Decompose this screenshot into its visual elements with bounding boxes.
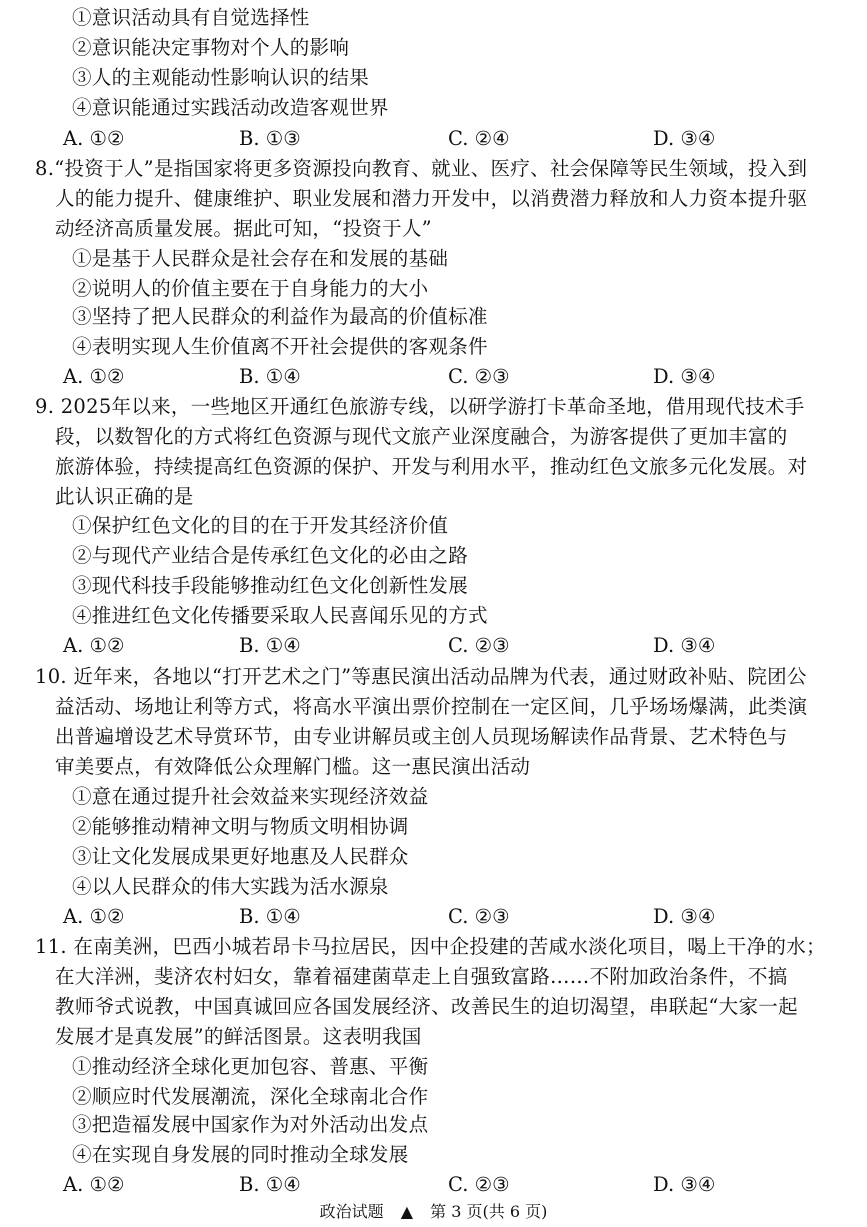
- choice-a[interactable]: A. ①②: [63, 634, 125, 657]
- choice-b[interactable]: B. ①④: [239, 634, 301, 657]
- q9-stem-line-4: 此认识正确的是: [55, 485, 194, 508]
- q10-option-4: ④以人民群众的伟大实践为活水源泉: [72, 875, 389, 898]
- choice-b[interactable]: B. ①③: [239, 127, 301, 150]
- choice-c[interactable]: C. ②③: [448, 634, 510, 657]
- q8-option-4: ④表明实现人生价值离不开社会提供的客观条件: [72, 335, 488, 358]
- q8-option-3: ③坚持了把人民群众的利益作为最高的价值标准: [72, 305, 488, 328]
- q10-stem-line-2: 益活动、场地让利等方式，将高水平演出票价控制在一定区间，几乎场场爆满，此类演: [55, 695, 808, 718]
- choice-b[interactable]: B. ①④: [239, 1173, 301, 1196]
- page-footer: [0, 1201, 867, 1223]
- choice-c[interactable]: C. ②③: [448, 1173, 510, 1196]
- q11-stem-line-3: 教师爷式说教，中国真诚回应各国发展经济、改善民生的迫切渴望，串联起“大家一起: [55, 995, 798, 1018]
- q10-option-3: ③让文化发展成果更好地惠及人民群众: [72, 845, 409, 868]
- q8-stem-line-1: 8.“投资于人”是指国家将更多资源投向教育、就业、医疗、社会保障等民生领域，投入到: [35, 157, 808, 180]
- q9-stem-line-2: 段，以数智化的方式将红色资源与现代文旅产业深度融合，为游客提供了更加丰富的: [55, 425, 788, 448]
- q9-option-4: ④推进红色文化传播要采取人民喜闻乐见的方式: [72, 604, 488, 627]
- q10-stem-line-4: 审美要点，有效降低公众理解门槛。这一惠民演出活动: [55, 755, 531, 778]
- q10-choices: [55, 902, 815, 932]
- q9-option-3: ③现代科技手段能够推动红色文化创新性发展: [72, 574, 469, 597]
- q9-option-2: ②与现代产业结合是传承红色文化的必由之路: [72, 544, 469, 567]
- q9-stem-line-3: 旅游体验，持续提高红色资源的保护、开发与利用水平，推动红色文旅多元化发展。对: [55, 455, 808, 478]
- q9-choices: [55, 631, 815, 661]
- q11-choices: [55, 1170, 815, 1200]
- q11-option-2: ②顺应时代发展潮流，深化全球南北合作: [72, 1085, 429, 1108]
- q11-option-1: ①推动经济全球化更加包容、普惠、平衡: [72, 1055, 429, 1078]
- footer-page-number: 第 3 页(共 6 页): [430, 1202, 548, 1221]
- q9-option-1: ①保护红色文化的目的在于开发其经济价值: [72, 514, 449, 537]
- choice-d[interactable]: D. ③④: [653, 127, 716, 150]
- choice-d[interactable]: D. ③④: [653, 905, 716, 928]
- choice-b[interactable]: B. ①④: [239, 365, 301, 388]
- choice-d[interactable]: D. ③④: [653, 365, 716, 388]
- q8-choices: [55, 362, 815, 392]
- q11-stem-line-1: 11. 在南美洲，巴西小城若昂卡马拉居民，因中企投建的苦咸水淡化项目，喝上干净的水；: [35, 935, 826, 958]
- q11-stem-line-4: 发展才是真发展”的鲜活图景。这表明我国: [55, 1025, 422, 1048]
- choice-a[interactable]: A. ①②: [63, 365, 125, 388]
- choice-a[interactable]: A. ①②: [63, 127, 125, 150]
- q9-stem-line-1: 9. 2025年以来，一些地区开通红色旅游专线，以研学游打卡革命圣地，借用现代技术手: [35, 395, 805, 418]
- triangle-icon: ▲: [400, 1202, 414, 1221]
- choice-a[interactable]: A. ①②: [63, 1173, 125, 1196]
- q10-option-1: ①意在通过提升社会效益来实现经济效益: [72, 785, 429, 808]
- q8-stem-line-3: 动经济高质量发展。据此可知，“投资于人”: [55, 217, 432, 240]
- q10-option-2: ②能够推动精神文明与物质文明相协调: [72, 815, 409, 838]
- q8-option-1: ①是基于人民群众是社会存在和发展的基础: [72, 247, 449, 270]
- choice-c[interactable]: C. ②③: [448, 905, 510, 928]
- q8-stem-line-2: 人的能力提升、健康维护、职业发展和潜力开发中，以消费潜力释放和人力资本提升驱: [55, 187, 808, 210]
- q7-option-3: ③人的主观能动性影响认识的结果: [72, 66, 370, 89]
- choice-a[interactable]: A. ①②: [63, 905, 125, 928]
- q10-stem-line-1: 10. 近年来，各地以“打开艺术之门”等惠民演出活动品牌为代表，通过财政补贴、院团公: [35, 665, 807, 688]
- q7-option-1: ①意识活动具有自觉选择性: [72, 6, 310, 29]
- q10-stem-line-3: 出普遍增设艺术导赏环节，由专业讲解员或主创人员现场解读作品背景、艺术特色与: [55, 725, 788, 748]
- footer-subject: 政治试题: [319, 1202, 384, 1221]
- choice-d[interactable]: D. ③④: [653, 634, 716, 657]
- q7-choices: [55, 124, 815, 154]
- q8-option-2: ②说明人的价值主要在于自身能力的大小: [72, 277, 429, 300]
- choice-d[interactable]: D. ③④: [653, 1173, 716, 1196]
- q11-stem-line-2: 在大洋洲，斐济农村妇女，靠着福建菌草走上自强致富路……不附加政治条件，不搞: [55, 965, 788, 988]
- q7-option-4: ④意识能通过实践活动改造客观世界: [72, 96, 389, 119]
- choice-c[interactable]: C. ②③: [448, 365, 510, 388]
- q11-option-3: ③把造福发展中国家作为对外活动出发点: [72, 1113, 429, 1136]
- choice-b[interactable]: B. ①④: [239, 905, 301, 928]
- q11-option-4: ④在实现自身发展的同时推动全球发展: [72, 1143, 409, 1166]
- q7-option-2: ②意识能决定事物对个人的影响: [72, 36, 350, 59]
- choice-c[interactable]: C. ②④: [448, 127, 510, 150]
